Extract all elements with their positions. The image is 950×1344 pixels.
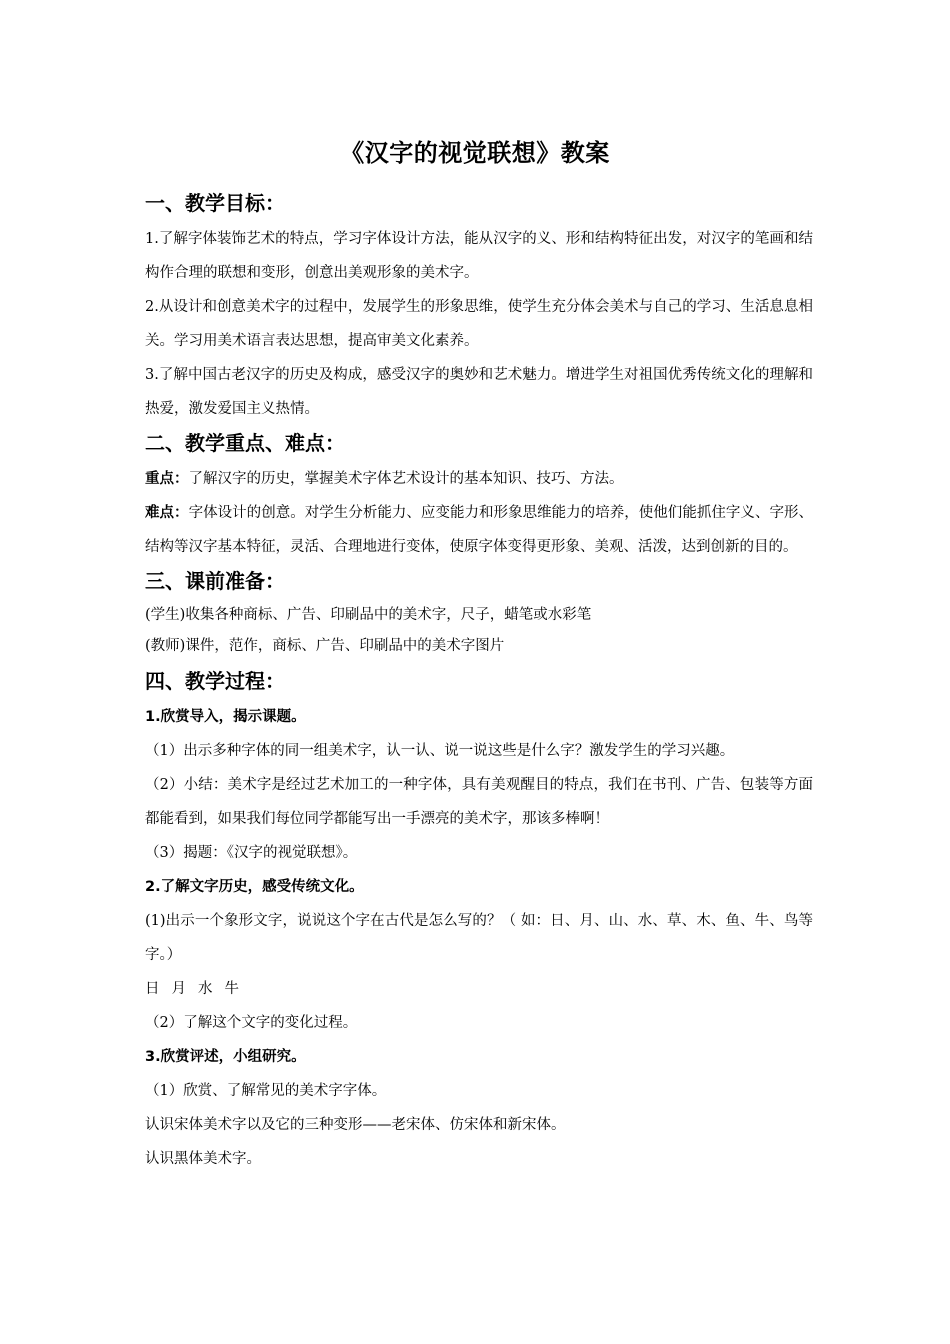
section-heading-process: 四、教学过程： xyxy=(145,669,285,693)
key-point-text: 了解汉字的历史，掌握美术字体艺术设计的基本知识、技巧、方法。 xyxy=(188,471,624,487)
section-heading-key-points: 二、教学重点、难点： xyxy=(145,431,345,455)
section-heading-preparation: 三、课前准备： xyxy=(145,569,285,593)
step-1-item-2: （2）小结：美术字是经过艺术加工的一种字体，具有美观醒目的特点，我们在书刊、广告、包装等方面都能看到，如果我们每位同学都能写出一手漂亮的美术字，那该多棒啊！ xyxy=(145,777,813,827)
objective-item-1: 1.了解字体装饰艺术的特点，学习字体设计方法，能从汉字的义、形和结构特征出发，对汉字的笔画和结构作合理的联想和变形，创意出美观形象的美术字。 xyxy=(145,231,813,281)
step-3-item-1: （1）欣赏、了解常见的美术字字体。 xyxy=(145,1083,387,1099)
difficulty-paragraph xyxy=(145,496,813,564)
step-3-title: 3.欣赏评述，小组研究。 xyxy=(145,1049,306,1065)
step-3-item-2: 认识宋体美术字以及它的三种变形——老宋体、仿宋体和新宋体。 xyxy=(145,1117,566,1133)
pictograph-char: 月 xyxy=(171,981,186,997)
objective-item-2: 2.从设计和创意美术字的过程中，发展学生的形象思维，使学生充分体会美术与自己的学习、生活息息相关。学习用美术语言表达思想，提高审美文化素养。 xyxy=(145,299,813,349)
difficulty-label: 难点： xyxy=(145,505,189,521)
preparation-item-students: (学生)收集各种商标、广告、印刷品中的美术字，尺子，蜡笔或水彩笔 xyxy=(145,607,592,623)
key-point-label: 重点： xyxy=(145,471,189,487)
difficulty-text: 字体设计的创意。对学生分析能力、应变能力和形象思维能力的培养，使他们能抓住字义、字形、结构等汉字基本特征，灵活、合理地进行变体，使原字体变得更形象、美观、活泼，达到创新的目的。 xyxy=(145,505,814,555)
step-1-item-3: （3）揭题：《汉字的视觉联想》。 xyxy=(145,845,358,861)
pictograph-characters xyxy=(145,972,813,1006)
step-2-item-2: （2）了解这个文字的变化过程。 xyxy=(145,1015,358,1031)
pictograph-char: 水 xyxy=(198,981,213,997)
step-3-item-3: 认识黑体美术字。 xyxy=(145,1151,261,1167)
key-point-paragraph xyxy=(145,462,813,496)
objective-item-3: 3.了解中国古老汉字的历史及构成，感受汉字的奥妙和艺术魅力。增进学生对祖国优秀传统文化的理解和热爱，激发爱国主义热情。 xyxy=(145,367,813,417)
step-2-item-1: (1)出示一个象形文字，说说这个字在古代是怎么写的？（ 如：日、月、山、水、草、木、鱼、牛、鸟等字。） xyxy=(145,913,813,963)
step-1-title: 1.欣赏导入，揭示课题。 xyxy=(145,709,306,725)
document-title: 《汉字的视觉联想》教案 xyxy=(340,139,610,167)
step-1-item-1: （1）出示多种字体的同一组美术字，认一认、说一说这些是什么字？激发学生的学习兴趣。 xyxy=(145,743,735,759)
section-heading-objectives: 一、教学目标： xyxy=(145,191,285,215)
preparation-item-teacher: (教师)课件，范作，商标、广告、印刷品中的美术字图片 xyxy=(145,638,505,654)
step-2-title: 2.了解文字历史，感受传统文化。 xyxy=(145,879,364,895)
document-body xyxy=(145,188,813,1176)
pictograph-char: 日 xyxy=(145,981,160,997)
pictograph-char: 牛 xyxy=(224,981,239,997)
